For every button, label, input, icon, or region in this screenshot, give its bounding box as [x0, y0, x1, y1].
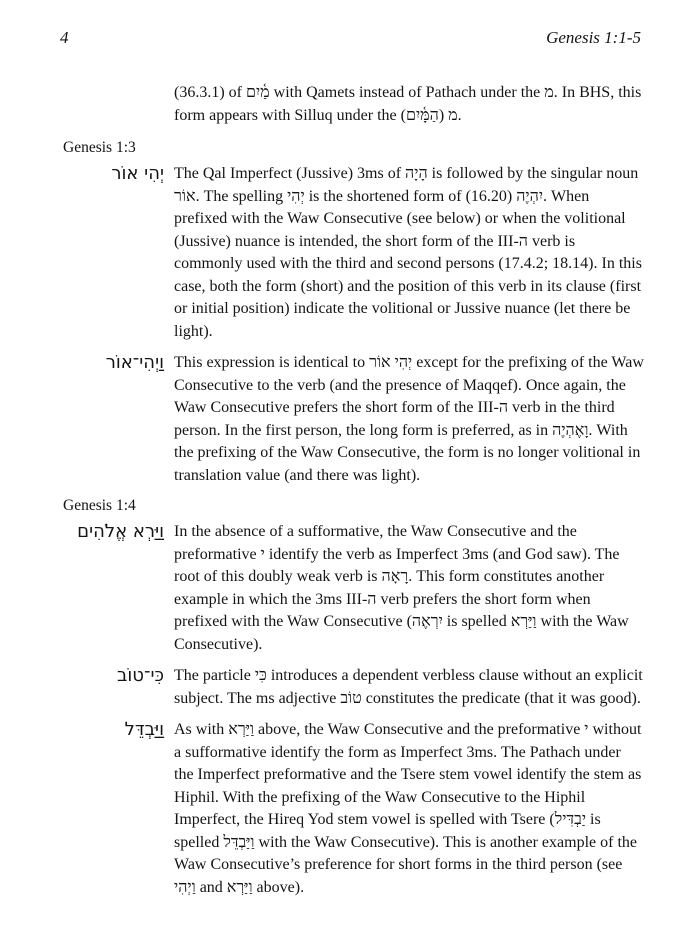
entry-vayar-elohim — [64, 521, 644, 656]
continuation-paragraph: (36.3.1) of מַ֫יִם with Qamets instead of Pathach under the מ. In BHS, this form appears with Silluq under the מ (הַמָּ֫יִם). — [174, 84, 642, 124]
entry-yehi-or — [64, 163, 644, 343]
section-heading-gen-1-4: Genesis 1:4 — [63, 497, 136, 514]
hebrew-lemma: כִּי־טוֹב — [116, 665, 164, 686]
section-heading-gen-1-3: Genesis 1:3 — [63, 139, 136, 156]
hebrew-lemma: וַיַּרְא אֱלֹהִים — [77, 521, 164, 542]
entry-vayavdel — [64, 719, 644, 899]
entry-ki-tov — [64, 665, 644, 710]
page-header — [60, 28, 641, 52]
entry-text: In the absence of a sufformative, the Waw Consecutive and the preformative י identify the verb as Imperfect 3ms (and God saw). The root of this doubly weak verb is רָאָה. This form constitutes another example in which the 3ms III-ה verb prefers the short form when prefixed with the Waw Consecutive (יִרְאֶה is spelled וַיַּרְא with the Waw Consecutive). — [174, 523, 629, 653]
hebrew-lemma: וַיְהִי־אוֹר — [105, 352, 164, 373]
entry-text: As with וַיַּרְא above, the Waw Consecutive and the preformative י without a sufformative identify the form as Imperfect 3ms. The Pathach under the Imperfect preformative and the Tsere stem vowel identify the stem as Hiphil. With the prefixing of the Waw Consecutive to the Hiphil Imperfect, the Hireq Yod stem vowel is spelled with Tsere (יַבְדִּיל is spelled וַיַּבְדֵּל with the Waw Consecutive). This is another example of the Waw Consecutive’s preference for short forms in the third person (see וַיְהִי and וַיַּרְא above). — [174, 721, 642, 896]
running-head: Genesis 1:1-5 — [546, 28, 641, 47]
entry-text: The Qal Imperfect (Jussive) 3ms of הָיָה is followed by the singular noun אוֹר. The spelling יְהִי is the shortened form of יִהְיֶה (16.20). When prefixed with the Waw Consecutive (see below) or when the volitional (Jussive) nuance is intended, the short form of the III-ה verb is commonly used with the third and second persons (17.4.2; 18.14). In this case, both the form (short) and the position of this verb in its clause (first or initial position) indicate the volitional or Jussive nuance (let there be light). — [174, 165, 642, 340]
entry-text: The particle כִּי introduces a dependent verbless clause without an explicit subject. The ms adjective טוֹב constitutes the predicate (that it was good). — [174, 667, 643, 707]
hebrew-lemma: יְהִי אוֹר — [111, 163, 164, 184]
page-number: 4 — [60, 28, 69, 47]
entry-vayehi-or — [64, 352, 644, 487]
entry-text: This expression is identical to יְהִי אוֹר except for the prefixing of the Waw Consecutive to the verb (and the presence of Maqqef). Once again, the Waw Consecutive prefers the short form of the III-ה verb in the third person. In the first person, the long form is preferred, as in וָאֶהְיֶה. With the prefixing of the Waw Consecutive, the form is no longer volitional in translation value (and there was light). — [174, 354, 644, 484]
main-content — [64, 82, 644, 908]
hebrew-lemma: וַיַּבְדֵּל — [124, 719, 164, 740]
